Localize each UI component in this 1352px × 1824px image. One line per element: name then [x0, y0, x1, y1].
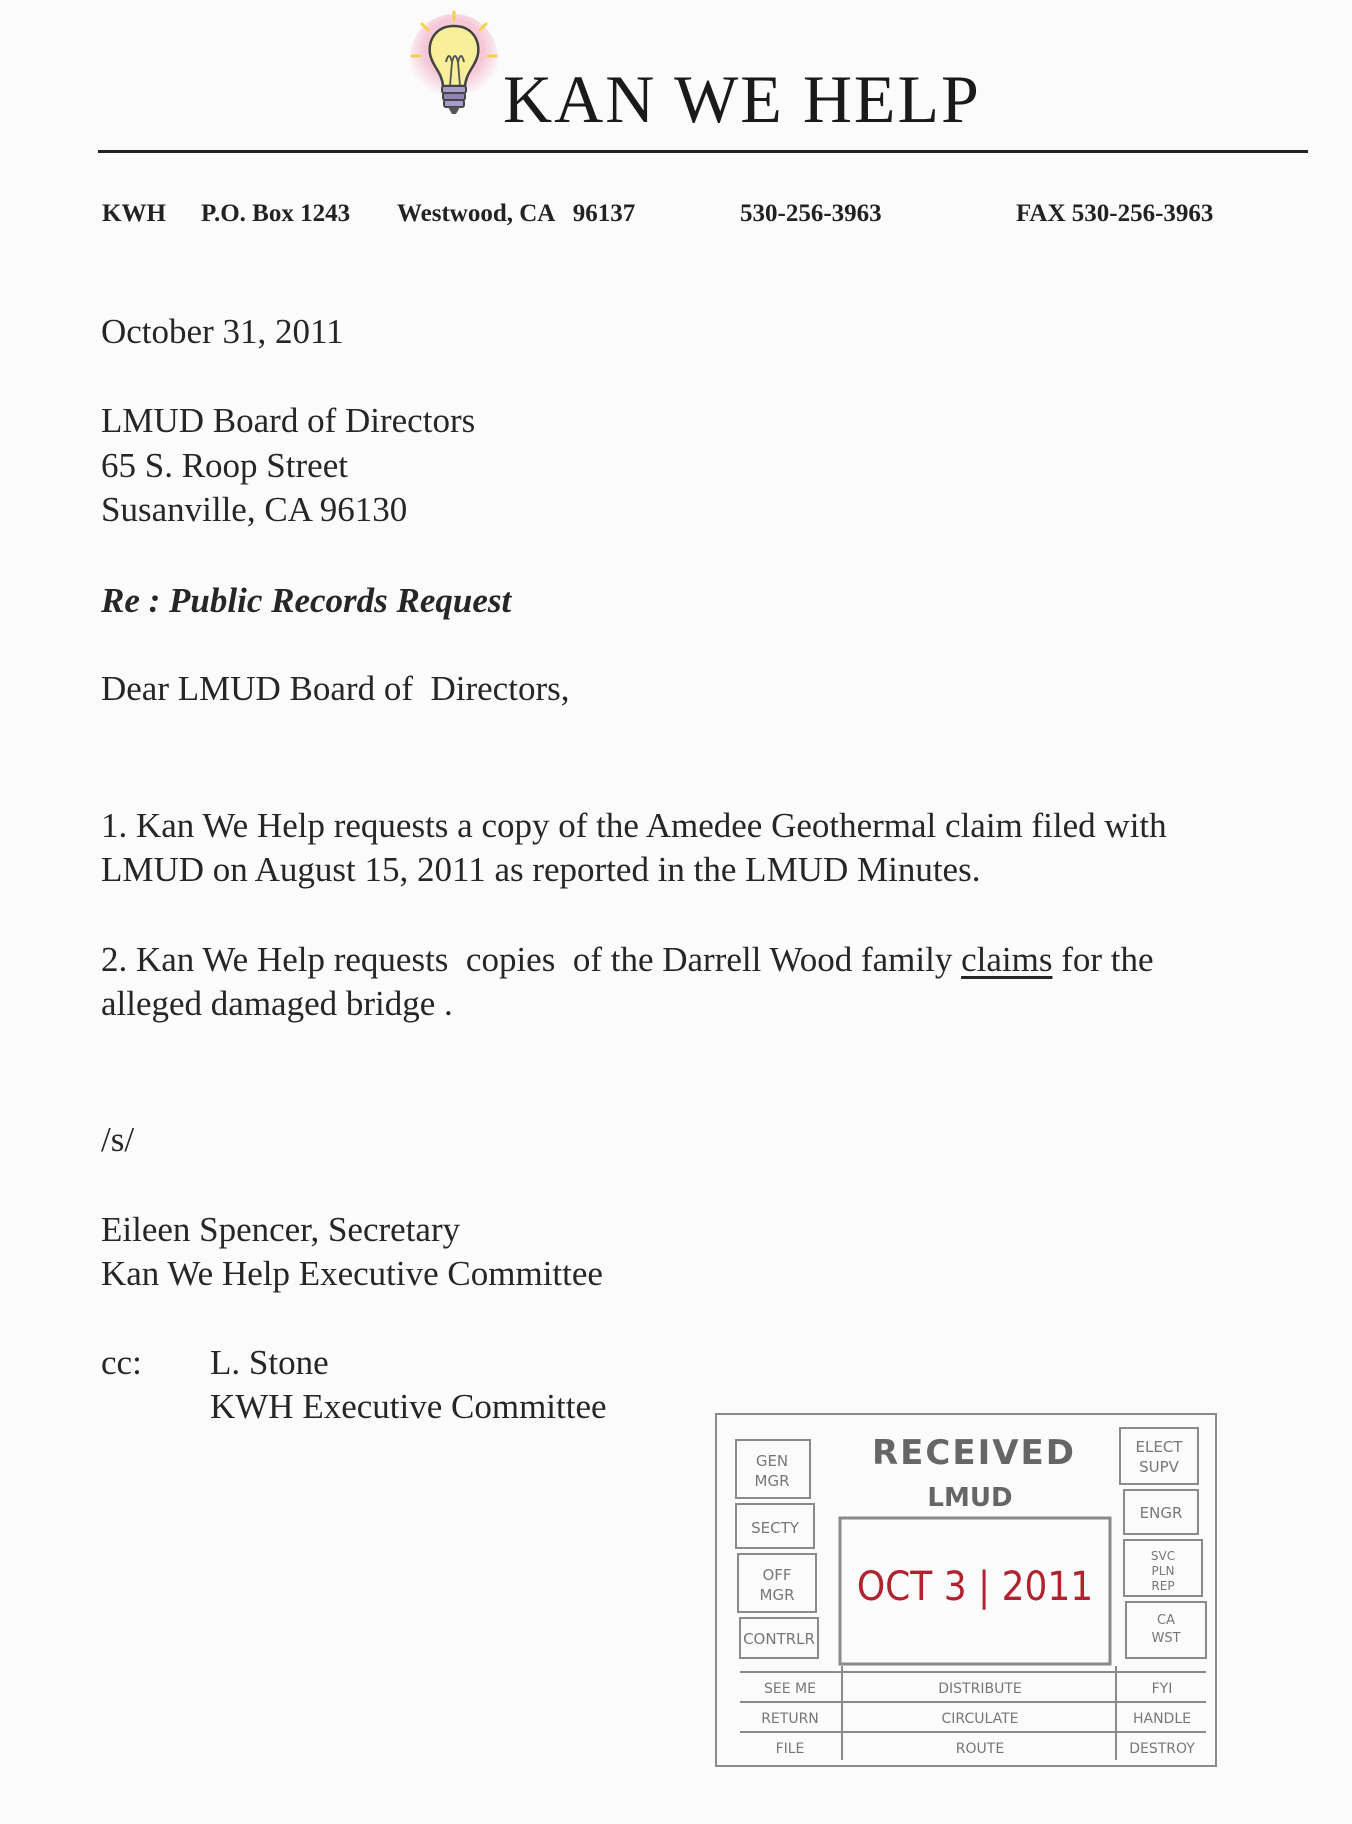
stamp-circulate: CIRCULATE — [941, 1711, 1019, 1727]
letter-date: October 31, 2011 — [101, 312, 344, 351]
phone-number: 530-256-3963 — [740, 200, 882, 227]
signer-name: Eileen Spencer, Secretary — [101, 1210, 461, 1249]
request-item-2-line-2: alleged damaged bridge . — [101, 984, 453, 1023]
stamp-file: FILE — [775, 1741, 805, 1757]
subject-line: Re : Public Records Request — [101, 581, 512, 620]
stamp-fyi: FYI — [1151, 1681, 1173, 1697]
underlined-claims: claims — [961, 940, 1053, 979]
request-item-1-line-2: LMUD on August 15, 2011 as reported in the LMUD Minutes. — [101, 850, 981, 889]
stamp-cell-svc-line-2: PLN — [1151, 1564, 1175, 1578]
stamp-cell-svc-line-3: REP — [1151, 1579, 1175, 1593]
stamp-route: ROUTE — [955, 1741, 1005, 1757]
stamp-cell-gen-mgr-line-1: GEN — [755, 1452, 789, 1470]
letterhead-divider — [98, 150, 1308, 153]
recipient-street: 65 S. Roop Street — [101, 446, 348, 485]
stamp-cell-gen-mgr-line-2: MGR — [754, 1472, 790, 1490]
stamp-see-me: SEE ME — [764, 1681, 816, 1697]
stamp-cell-ca-line-2: WST — [1151, 1631, 1181, 1646]
stamp-cell-ca-line-1: CA — [1157, 1613, 1175, 1628]
stamp-cell-secty: SECTY — [751, 1519, 799, 1537]
stamp-cell-off-mgr-line-1: OFF — [762, 1566, 792, 1584]
stamp-title: RECEIVED — [872, 1433, 1076, 1473]
po-box: P.O. Box 1243 — [201, 200, 351, 227]
org-abbreviation: KWH — [102, 200, 166, 227]
recipient-city: Susanville, CA 96130 — [101, 490, 408, 529]
stamp-cell-elect-supv-line-1: ELECT — [1135, 1438, 1183, 1456]
salutation: Dear LMUD Board of Directors, — [101, 669, 570, 708]
signature-mark: /s/ — [101, 1120, 135, 1159]
recipient-name: LMUD Board of Directors — [101, 401, 476, 440]
cc-label: cc: — [101, 1343, 142, 1382]
received-stamp — [712, 1410, 1222, 1772]
stamp-cell-engr: ENGR — [1139, 1504, 1183, 1522]
stamp-date: OCT 3 | 2011 — [856, 1564, 1094, 1610]
stamp-return: RETURN — [761, 1711, 819, 1727]
stamp-cell-svc-line-1: SVC — [1150, 1549, 1176, 1563]
signer-title: Kan We Help Executive Committee — [101, 1254, 603, 1293]
stamp-cell-off-mgr-line-2: MGR — [759, 1586, 795, 1604]
stamp-cell-contrlr: CONTRLR — [743, 1630, 815, 1648]
stamp-cell-elect-supv-line-2: SUPV — [1139, 1458, 1179, 1476]
city-state-zip: Westwood, CA 96137 — [397, 200, 636, 227]
lightbulb-icon — [410, 10, 502, 130]
stamp-handle: HANDLE — [1132, 1711, 1192, 1727]
stamp-distribute: DISTRIBUTE — [938, 1681, 1022, 1697]
request-item-2-line-1 — [101, 940, 1154, 980]
cc-name: L. Stone — [210, 1343, 329, 1382]
organization-name: KAN WE HELP — [503, 61, 981, 137]
request-item-2-text-start: 2. Kan We Help requests copies of the Darrell Wood family — [101, 940, 962, 979]
stamp-destroy: DESTROY — [1129, 1741, 1195, 1757]
fax-number: FAX 530-256-3963 — [1016, 200, 1214, 227]
request-item-1-line-1: 1. Kan We Help requests a copy of the Amedee Geothermal claim filed with — [101, 806, 1167, 845]
request-item-2-text-end: for the — [1052, 940, 1154, 979]
stamp-org: LMUD — [927, 1483, 1013, 1513]
cc-title: KWH Executive Committee — [210, 1387, 607, 1426]
